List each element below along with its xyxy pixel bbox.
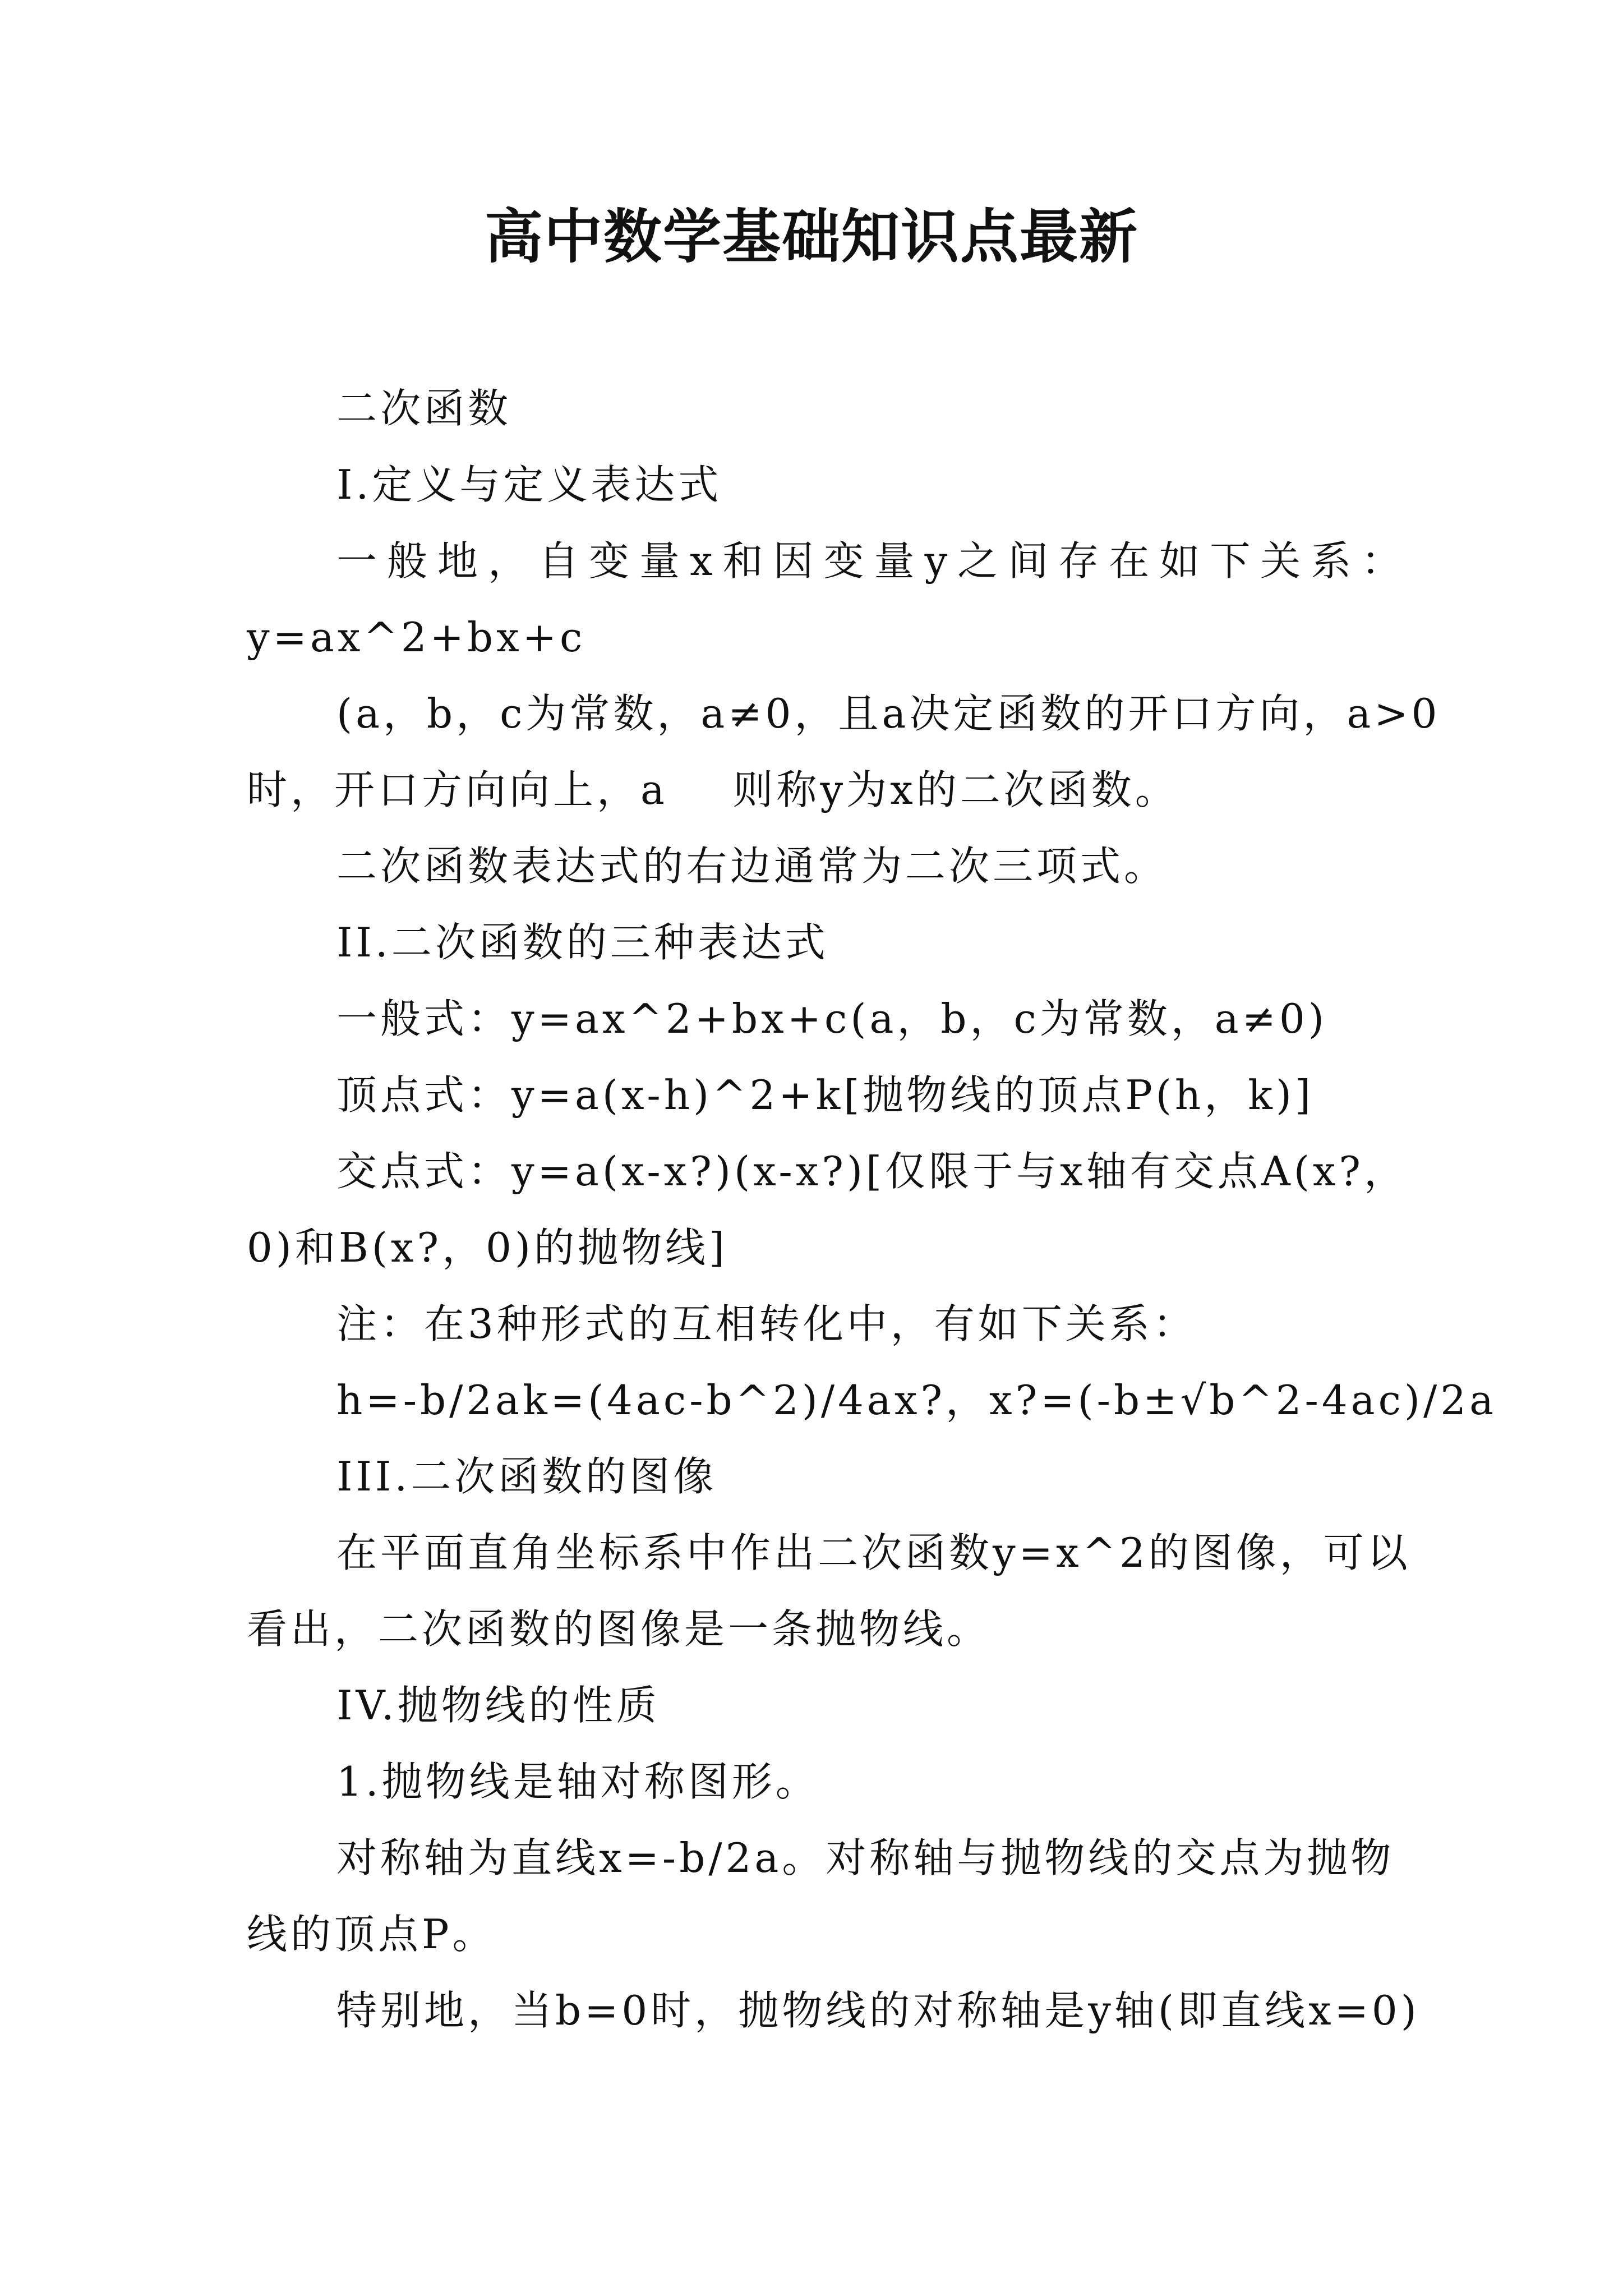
paragraph-line: 注：在3种形式的互相转化中，有如下关系： <box>336 1300 1197 1347</box>
paragraph-line: 特别地，当b=0时，抛物线的对称轴是y轴(即直线x=0) <box>336 1987 1420 2034</box>
subsection-heading: II.二次函数的三种表达式 <box>336 919 829 966</box>
paragraph-line: 0)和B(x?，0)的抛物线] <box>247 1224 728 1271</box>
paragraph-line: 交点式：y=a(x-x?)(x-x?)[仅限于与x轴有交点A(x?， <box>336 1148 1408 1195</box>
document-body <box>247 370 1497 2049</box>
formula-line: h=-b/2ak=(4ac-b^2)/4ax?，x?=(-b±√b^2-4ac)/2a <box>336 1377 1497 1424</box>
formula-line: y=ax^2+bx+c <box>247 614 586 661</box>
paragraph-line: 对称轴为直线x=-b/2a。对称轴与抛物线的交点为抛物 <box>336 1834 1395 1881</box>
paragraph-line: (a，b，c为常数，a≠0，且a决定函数的开口方向，a>0 <box>336 690 1441 737</box>
paragraph-line: 1.抛物线是轴对称图形。 <box>336 1758 819 1805</box>
document-title: 高中数学基础知识点最新 <box>484 202 1138 271</box>
section-heading: 二次函数 <box>336 385 512 432</box>
paragraph-line: 看出，二次函数的图像是一条抛物线。 <box>247 1605 991 1653</box>
paragraph-line: 一般地，自变量x和因变量y之间存在如下关系： <box>336 537 1412 585</box>
subsection-heading: I.定义与定义表达式 <box>336 461 722 508</box>
paragraph-line: 二次函数表达式的右边通常为二次三项式。 <box>336 843 1168 890</box>
paragraph-line: 一般式：y=ax^2+bx+c(a，b，c为常数，a≠0) <box>336 995 1327 1042</box>
paragraph-line: 时，开口方向向上，a 则称y为x的二次函数。 <box>247 766 1179 813</box>
paragraph-line: 顶点式：y=a(x-h)^2+k[抛物线的顶点P(h，k)] <box>336 1071 1315 1119</box>
paragraph-line: 在平面直角坐标系中作出二次函数y=x^2的图像，可以 <box>336 1529 1411 1576</box>
subsection-heading: IV.抛物线的性质 <box>336 1682 660 1729</box>
subsection-heading: III.二次函数的图像 <box>336 1453 717 1500</box>
paragraph-line: 线的顶点P。 <box>247 1911 496 1958</box>
